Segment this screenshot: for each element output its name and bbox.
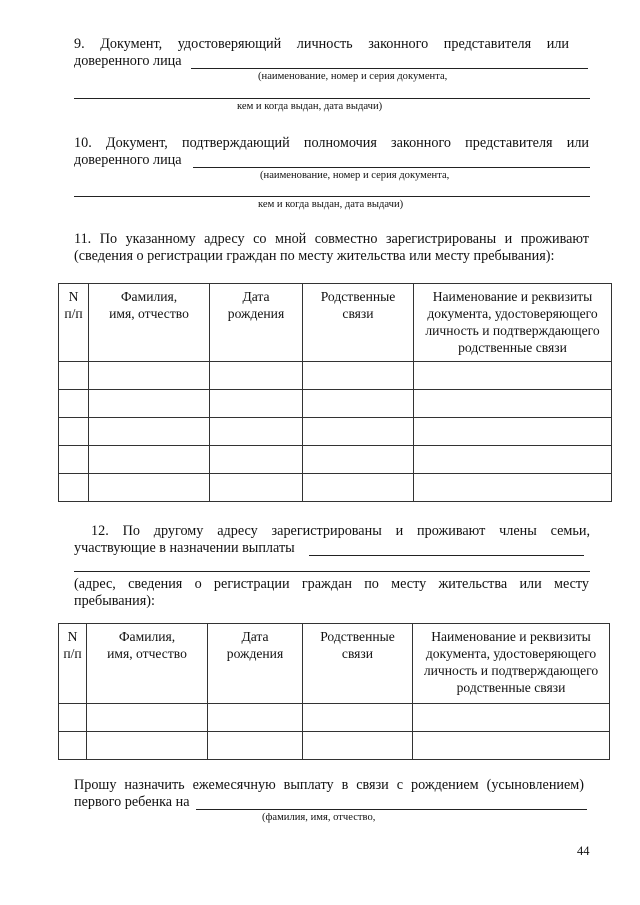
item10-field-line2[interactable] (74, 196, 590, 197)
item10-line1: 10. Документ, подтверждающий полномочия законного представителя или (74, 135, 589, 151)
item12-lead: участвующие в назначении выплаты (74, 540, 295, 556)
header-number: N п/п (59, 284, 89, 362)
family-table-2 (58, 623, 610, 760)
family-table-1 (58, 283, 612, 502)
item9-field-line2[interactable] (74, 98, 590, 99)
item11-line2: (сведения о регистрации граждан по месту жительства или месту пребывания): (74, 248, 555, 264)
table-row[interactable] (59, 418, 612, 446)
item10-hint1: (наименование, номер и серия документа, (260, 170, 450, 181)
item12-field-line2[interactable] (74, 571, 590, 572)
header-relation: Родственные связи (303, 284, 414, 362)
header-relation: Родственные связи (303, 624, 413, 704)
table-row[interactable] (59, 704, 610, 732)
header-birth-date: Дата рождения (208, 624, 303, 704)
table-row[interactable] (59, 474, 612, 502)
table-row[interactable] (59, 362, 612, 390)
header-birth-date: Дата рождения (210, 284, 303, 362)
header-full-name: Фамилия, имя, отчество (87, 624, 208, 704)
item10-hint2: кем и когда выдан, дата выдачи) (258, 199, 404, 210)
request-line1: Прошу назначить ежемесячную выплату в связи с рождением (усыновлением) (74, 777, 584, 793)
item10-lead: доверенного лица (74, 152, 182, 168)
page-number: 44 (577, 844, 590, 858)
item9-hint2: кем и когда выдан, дата выдачи) (237, 101, 383, 112)
header-full-name: Фамилия, имя, отчество (89, 284, 210, 362)
item12-line3: (адрес, сведения о регистрации граждан по месту жительства или месту (74, 576, 589, 592)
request-lead: первого ребенка на (74, 794, 190, 810)
header-document: Наименование и реквизиты документа, удостоверяющего личность и подтверждающего родственные связи (413, 624, 610, 704)
request-field-line[interactable] (196, 809, 587, 810)
table-row[interactable] (59, 390, 612, 418)
item12-line1: 12. По другому адресу зарегистрированы и проживают члены семьи, (91, 523, 590, 539)
item10-field-line[interactable] (193, 167, 590, 168)
header-document: Наименование и реквизиты документа, удостоверяющего личность и подтверждающего родственные связи (414, 284, 612, 362)
item12-line4: пребывания): (74, 593, 155, 609)
request-hint: (фамилия, имя, отчество, (262, 812, 376, 823)
table-row[interactable] (59, 732, 610, 760)
item9-field-line[interactable] (191, 68, 588, 69)
item12-field-line[interactable] (309, 555, 584, 556)
header-number: N п/п (59, 624, 87, 704)
item9-lead: доверенного лица (74, 53, 182, 69)
item9-line1: 9. Документ, удостоверяющий личность законного представителя или (74, 36, 569, 52)
item9-hint1: (наименование, номер и серия документа, (258, 71, 448, 82)
item11-line1: 11. По указанному адресу со мной совместно зарегистрированы и проживают (74, 231, 589, 247)
table-row[interactable] (59, 446, 612, 474)
